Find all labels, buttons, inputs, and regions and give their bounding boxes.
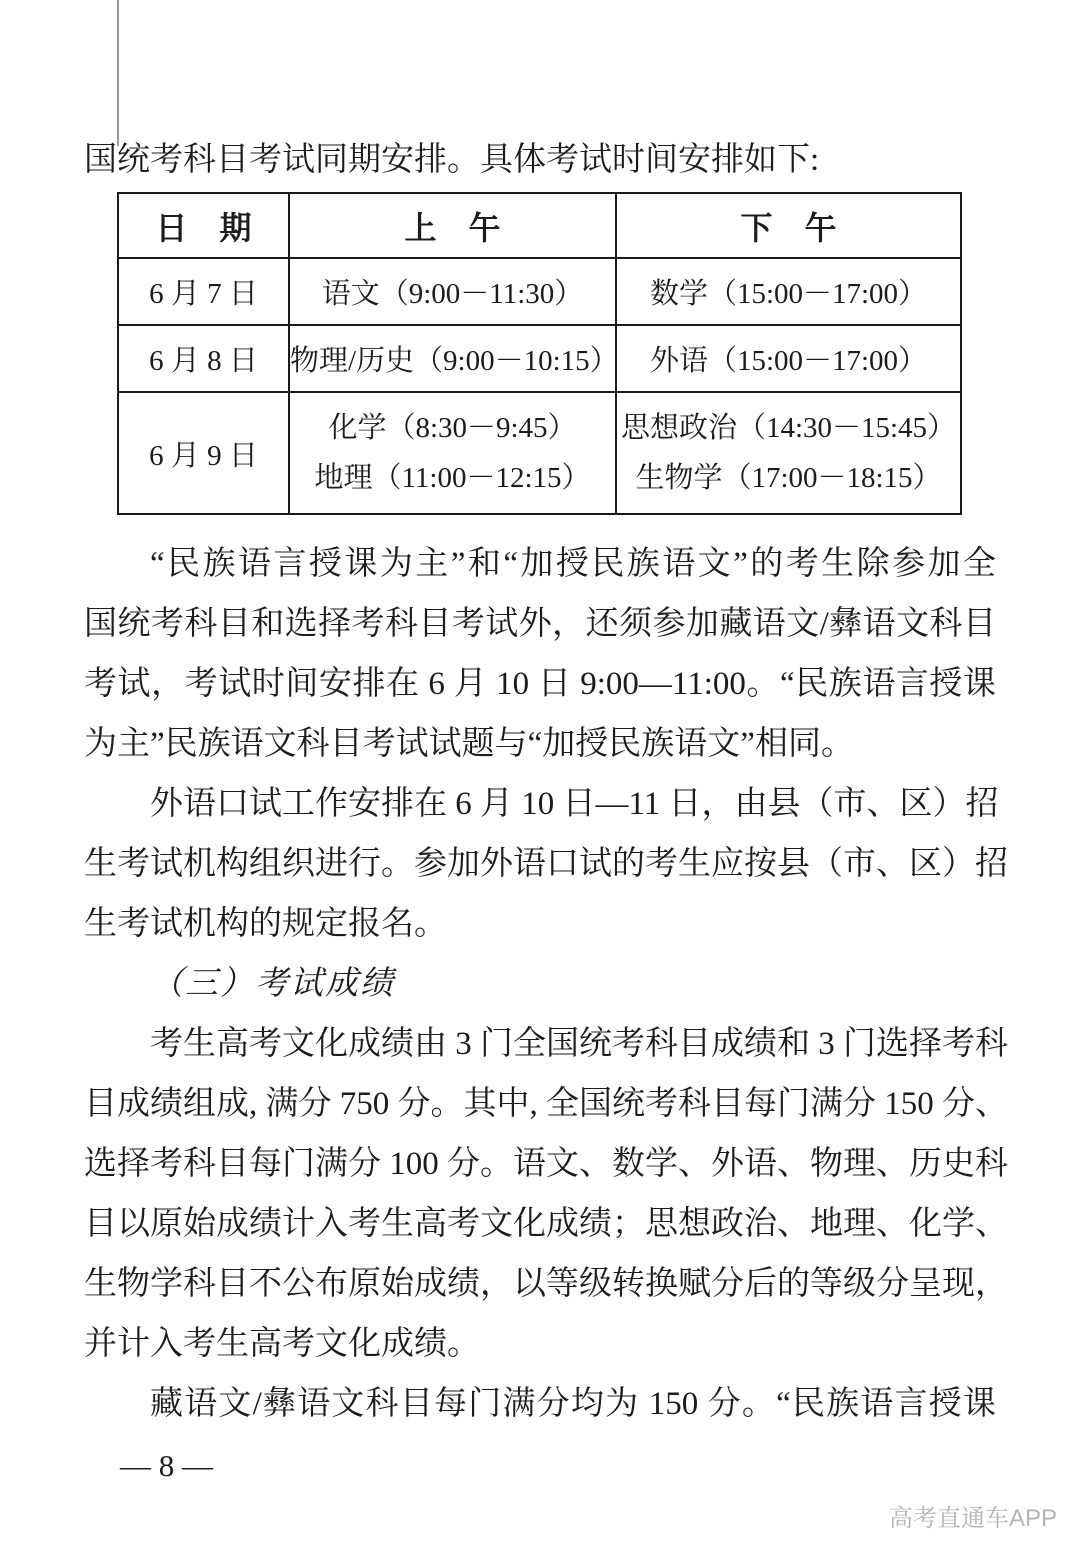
- body-text: [84, 534, 1008, 1434]
- body-line: 选择考科目每门满分 100 分。语文、数学、外语、物理、历史科: [84, 1146, 1008, 1182]
- table-header-row: [118, 193, 961, 258]
- body-line: “民族语言授课为主”和“加授民族语文”的考生除参加全: [150, 546, 996, 582]
- cell-afternoon: 数学（15:00－17:00）: [616, 258, 961, 325]
- header-morning: 上 午: [289, 193, 616, 258]
- table-row: [118, 392, 961, 514]
- table-row: [118, 325, 961, 392]
- body-line: 目以原始成绩计入考生高考文化成绩；思想政治、地理、化学、: [84, 1206, 1008, 1242]
- cell-morning: 物理/历史（9:00－10:15）: [289, 325, 616, 392]
- cell-morning: 语文（9:00－11:30）: [289, 258, 616, 325]
- body-line: 生物学科目不公布原始成绩，以等级转换赋分后的等级分呈现，: [84, 1266, 1008, 1302]
- watermark-label: 高考直通车APP: [888, 1505, 1057, 1532]
- afternoon-sessions: [617, 393, 960, 513]
- body-line: 生考试机构的规定报名。: [84, 906, 447, 942]
- header-date: 日 期: [118, 193, 289, 258]
- body-line: 并计入考生高考文化成绩。: [84, 1326, 480, 1362]
- cell-afternoon: 外语（15:00－17:00）: [616, 325, 961, 392]
- body-line: 为主”民族语文科目考试试题与“加授民族语文”相同。: [84, 726, 854, 762]
- body-line: 生考试机构组织进行。参加外语口试的考生应按县（市、区）招: [84, 846, 1008, 882]
- cell-morning: [289, 392, 616, 514]
- page-number: — 8 —: [120, 1448, 213, 1483]
- cell-date: 6 月 9 日: [118, 392, 289, 514]
- header-afternoon: 下 午: [616, 193, 961, 258]
- section-heading: （三）考试成绩: [150, 966, 395, 1002]
- intro-line: 国统考科目考试同期安排。具体考试时间安排如下:: [84, 142, 820, 178]
- body-line: 国统考科目和选择考科目考试外，还须参加藏语文/彝语文科目: [84, 606, 996, 642]
- session-entry: 地理（11:00－12:15）: [314, 462, 591, 494]
- session-entry: 生物学（17:00－18:15）: [635, 462, 942, 494]
- session-entry: 化学（8:30－9:45）: [328, 412, 577, 444]
- body-line: 考生高考文化成绩由 3 门全国统考科目成绩和 3 门选择考科: [150, 1026, 1008, 1062]
- table-row: [118, 258, 961, 325]
- body-line: 目成绩组成, 满分 750 分。其中, 全国统考科目每门满分 150 分、: [84, 1086, 1008, 1122]
- body-line: 藏语文/彝语文科目每门满分均为 150 分。“民族语言授课: [150, 1386, 996, 1422]
- body-line: 外语口试工作安排在 6 月 10 日—11 日，由县（市、区）招: [150, 786, 999, 822]
- session-entry: 思想政治（14:30－15:45）: [620, 412, 957, 444]
- cell-date: 6 月 8 日: [118, 325, 289, 392]
- morning-sessions: [290, 393, 615, 513]
- exam-schedule-table: [117, 192, 962, 515]
- cell-afternoon: [616, 392, 961, 514]
- body-line: 考试，考试时间安排在 6 月 10 日 9:00—11:00。“民族语言授课: [84, 666, 996, 702]
- cell-date: 6 月 7 日: [118, 258, 289, 325]
